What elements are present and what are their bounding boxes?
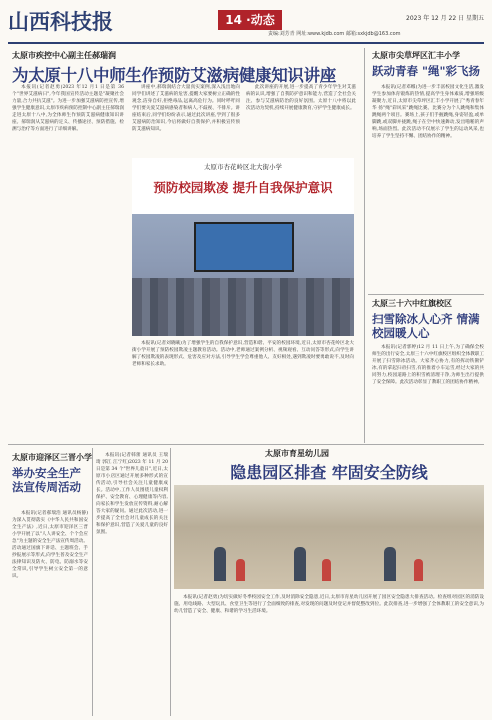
photo-article-header xyxy=(132,158,354,214)
main-article-col1: 本报讯(记者赵勇)2023 年12 月1 日是第 36 个"世界艾滋病日",今年我国宣传活动主题是"凝聚社会力量,合力共抗艾滋"。为进一步加强艾滋病防控宣传,增强学生健康意识,太原市疾病预防控制中心副主任郝瑞润走进太原十八中,为全体师生作预防艾滋病健康知识讲座。郝瑞润从艾滋病的定义、传播途径、预防措施、检测与治疗等方面进行了详细讲解。 xyxy=(12,85,124,132)
main-article-col2: 讲座中,郝瑞润结合大量真实案例,深入浅出地向同学们讲述了艾滋病的危害,提醒大家要树立正确的性观念,洁身自好,拒绝毒品,远离高危行为。同时呼吁同学们要关爱艾滋病感染者和病人,不歧视、不排斥。讲座结束后,同学们纷纷表示,通过此次讲座,学到了很多艾滋病防治知识,今后将做好自我保护,并积极宣传预防艾滋病知识。 xyxy=(132,85,240,132)
lower-left-kicker: 太原市迎泽区三晋小学 xyxy=(12,453,92,462)
photo-article-body: 本报讯(记者刘晓曦)为了增强学生的自我保护意识,营造和谐、平安的校园环境,近日,太原市杏花岭区北大街小学开展了预防校园欺凌主题教育活动。活动中,老师通过案例分析、视频观看、互动问答等形式,向学生讲解了校园欺凌的表现形式、危害及应对方法,引导学生学会尊重他人、友好相处,遇到欺凌时要勇敢说不,及时向老师和家长求助。 xyxy=(132,341,354,367)
right-article1-body: 本报讯(记者邓娜)为进一步丰富校园文化生活,激发学生参加体育锻炼的热情,提高学生身体素质,增强班级凝聚力,近日,太原市尖草坪区汇丰小学开展了"秀青春年华 扬"绳"彩风采"跳绳比赛。比赛分为个人跳绳和集体跳绳两个项目。赛场上,孩子们手握跳绳,身姿轻盈,或单脚跳,或双脚并拢跳,绳子在空中快速舞动,发出啪啪的声响,场面热烈。此次活动不仅展示了学生的运动风采,也培养了学生坚持不懈、团结协作的精神。 xyxy=(372,85,484,139)
photo-article-kicker: 太原市杏花岭区北大街小学 xyxy=(204,163,282,171)
lower-left-body: 本报讯(记者郝瑞浩 通讯员杨静)为深入贯彻落实《中华人民共和国安全生产法》,近日,太原市迎泽区三晋小学开展了以"人人讲安全、个个会应急"为主题的安全生产法宣传周活动。活动通过国旗下讲话、主题班会、手抄报展示等形式,向学生普及安全生产法律知识及防火、防电、防溺水等安全常识,引导学生树立安全第一的意识。 xyxy=(12,511,88,579)
right-article-separator xyxy=(368,294,484,295)
teacher-figure xyxy=(214,547,226,581)
lower-middle-body: 本报讯(记者韩蕾 通讯员 王瑞琦 郭江 江宁红)2023 年 11 月 20 日是第 34 个"世界儿童日",近日,太原市小店区通过开展多种形式的宣传活动,引导社会关注儿童健康成长。活动中,工作人员围绕儿童权利保护、安全教育、心理健康等内容,向家长和学生发放宣传资料,耐心解答大家的疑问。通过此次活动,进一步提高了全社会对儿童成长的关注和保护意识,营造了关爱儿童的良好氛围。 xyxy=(96,453,168,535)
right-article2-kicker: 太原三十六中红旗校区 xyxy=(372,299,452,308)
kindergarten-photo xyxy=(174,485,484,589)
right-article2-headline: 扫雪除冰人心齐 情满校园暖人心 xyxy=(372,312,480,340)
lower-left-headline: 举办安全生产法宣传周活动 xyxy=(12,466,81,494)
lower-right-body: 本报讯(记者赵勇)为切实做好冬季校园安全工作,及时消除安全隐患,近日,太原市育星幼儿园开展了园区安全隐患大排查活动。检查组对园区的消防设施、用电线路、大型玩具、食堂卫生等进行了全面细致的排查,对发现的问题及时登记并督促整改到位。此次排查,进一步增强了全体教职工的安全意识,为幼儿营造了安全、健康、和谐的学习生活环境。 xyxy=(174,595,484,614)
child-figure xyxy=(414,559,423,581)
column-divider xyxy=(364,48,365,443)
section-tab: 14 ·动态 xyxy=(218,10,282,30)
teacher-figure xyxy=(384,547,396,581)
masthead xyxy=(0,0,492,46)
photo-article-headline: 预防校园欺凌 提升自我保护意识 xyxy=(153,180,333,195)
right-article1-kicker: 太原市尖草坪区汇丰小学 xyxy=(372,51,460,60)
lower-right-kicker: 太原市育星幼儿园 xyxy=(265,449,329,458)
classroom-screen-image xyxy=(194,222,294,272)
child-figure xyxy=(236,559,245,581)
teacher-figure xyxy=(294,547,306,581)
main-article-headline: 为太原十八中师生作预防艾滋病健康知识讲座 xyxy=(12,66,337,85)
contact-bar: 责编:刘芳青 网址:www.kjdb.com 邮箱:sxkjdb@163.com xyxy=(268,31,401,37)
main-article-col3: 此次讲座的开展,进一步提高了青少年学生对艾滋病的认识,增强了自我防护意识和能力,营造了全社会关注、参与艾滋病防治的良好氛围。太原十八中将以此次活动为契机,持续开展健康教育,守护学生健康成长。 xyxy=(246,85,356,111)
right-article2-body: 本报讯(记者郭婷)12 月 11 日上午,为了确保全校师生的出行安全,太原三十六中红旗校区组织全体教职工开展了扫雪除冰活动。大家齐心协力,有的挥动铁锹铲冰,有的拿起扫帚扫雪,有的推着小车运雪,经过大家的共同努力,校园道路上的积雪被清理干净,为师生出行提供了安全保障。此次活动彰显了教职工的团结协作精神。 xyxy=(372,345,484,385)
lower-column-divider-left xyxy=(92,448,93,716)
child-figure xyxy=(322,559,331,581)
masthead-rule xyxy=(8,42,484,44)
date-line: 2023 年 12 月 22 日 星期五 xyxy=(406,15,484,22)
lower-right-headline: 隐患园区排查 牢固安全防线 xyxy=(230,463,428,482)
lower-column-divider-right xyxy=(170,448,171,716)
main-article-kicker: 太原市疾控中心副主任郝瑞润 xyxy=(12,51,116,60)
page-section-separator xyxy=(8,444,484,445)
photo-article xyxy=(132,158,354,336)
classroom-students-image xyxy=(132,278,354,336)
right-article1-headline: 跃动青春 "绳"彩飞扬 xyxy=(372,64,480,78)
newspaper-logo: 山西科技报 xyxy=(8,9,113,34)
